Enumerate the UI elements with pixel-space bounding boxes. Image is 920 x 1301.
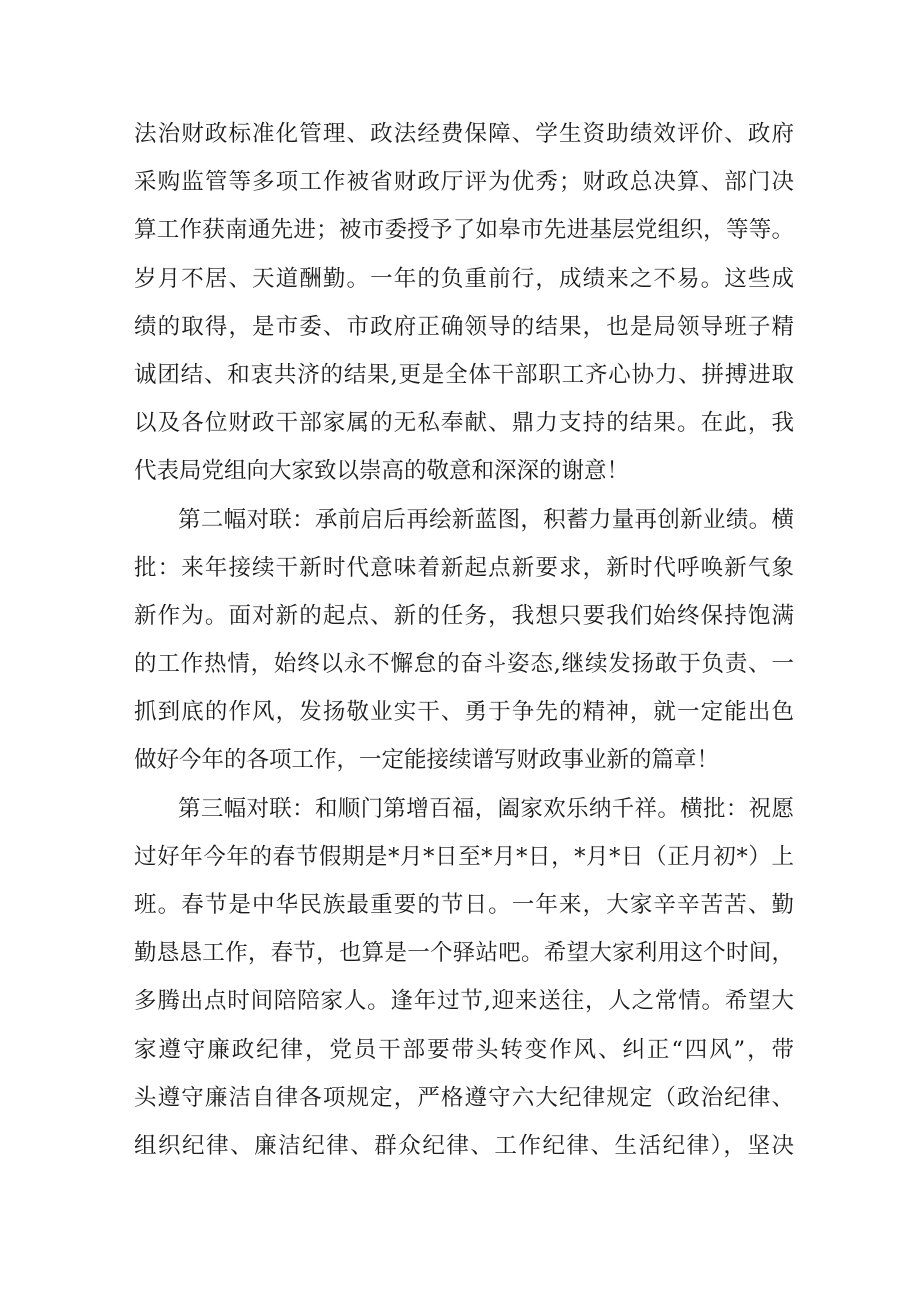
text-line: 做好今年的各项工作，一定能接续谱写财政事业新的篇章！ xyxy=(134,747,720,774)
text-line: 岁月不居、天道酬勤。一年的负重前行，成绩来之不易。这些成 xyxy=(134,265,794,292)
text-line: 第二幅对联：承前启后再绘新蓝图，积蓄力量再创新业绩。横 xyxy=(178,506,794,533)
text-line: 组织纪律、廉洁纪律、群众纪律、工作纪律、生活纪律），坚决 xyxy=(134,1132,794,1159)
text-line: 绩的取得，是市委、市政府正确领导的结果，也是局领导班子精 xyxy=(134,313,794,340)
paragraph-1 xyxy=(134,110,794,496)
paragraph-3 xyxy=(134,785,794,1171)
text-line: 头遵守廉洁自律各项规定，严格遵守六大纪律规定（政治纪律、 xyxy=(134,1084,794,1111)
text-line: 抓到底的作风，发扬敬业实干、勇于争先的精神，就一定能出色 xyxy=(134,699,794,726)
text-line: 勤恳恳工作，春节，也算是一个驿站吧。希望大家利用这个时间， xyxy=(134,940,794,967)
text-line: 家遵守廉政纪律，党员干部要带头转变作风、纠正“四风”，带 xyxy=(134,1036,794,1063)
text-line: 班。春节是中华民族最重要的节日。一年来，大家辛辛苦苦、勤 xyxy=(134,892,794,918)
text-line: 批：来年接续干新时代意味着新起点新要求，新时代呼唤新气象 xyxy=(134,554,794,581)
text-line: 过好年今年的春节假期是*月*日至*月*日，*月*日（正月初*）上 xyxy=(134,843,794,870)
text-line: 以及各位财政干部家属的无私奉献、鼎力支持的结果。在此，我 xyxy=(134,410,794,437)
text-line: 算工作获南通先进；被市委授予了如皋市先进基层党组织，等等。 xyxy=(134,217,794,244)
document-body xyxy=(134,110,794,1170)
text-line: 新作为。面对新的起点、新的任务，我想只要我们始终保持饱满 xyxy=(134,602,794,629)
text-line: 代表局党组向大家致以崇高的敬意和深深的谢意！ xyxy=(134,458,630,485)
text-line: 多腾出点时间陪陪家人。逢年过节,迎来送往，人之常情。希望大 xyxy=(134,988,794,1015)
text-line: 第三幅对联：和顺门第增百福，阖家欢乐纳千祥。横批：祝愿 xyxy=(178,795,794,822)
text-line: 法治财政标准化管理、政法经费保障、学生资助绩效评价、政府 xyxy=(134,121,794,147)
paragraph-2 xyxy=(134,496,794,785)
text-line: 的工作热情，始终以永不懈怠的奋斗姿态,继续发扬敢于负责、一 xyxy=(134,651,794,678)
text-line: 采购监管等多项工作被省财政厅评为优秀；财政总决算、部门决 xyxy=(134,169,794,196)
text-line: 诚团结、和衷共济的结果,更是全体干部职工齐心协力、拼搏进取 xyxy=(134,361,794,388)
